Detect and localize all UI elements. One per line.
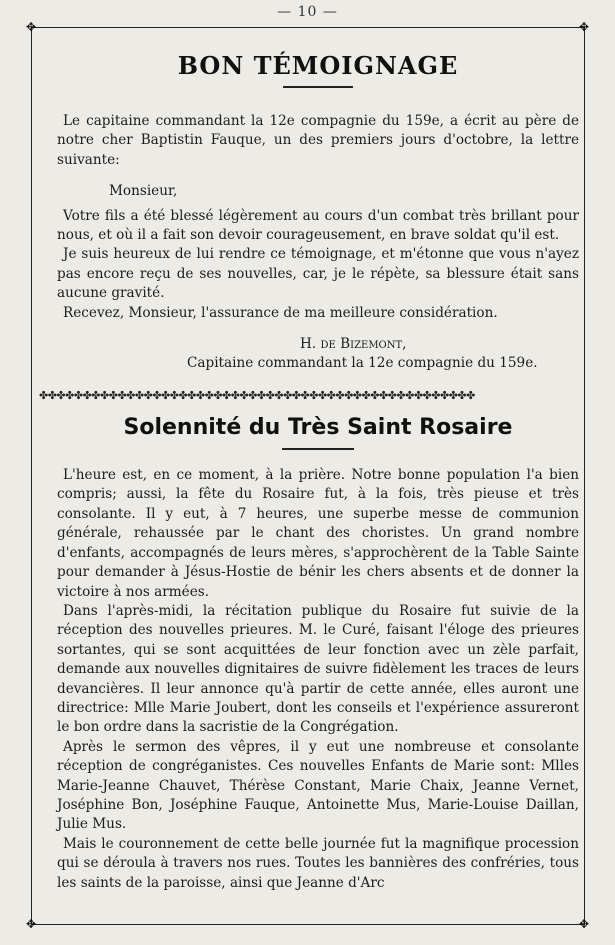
article-paragraph: Mais le couronnement de cette belle journée fut la magnifique procession qui se déroula à travers nos rues. Toutes les bannières des confréries, tous les saints de la paroisse, ainsi que Jeanne d'Arc — [57, 835, 579, 891]
corner-ornament-icon: ✥ — [25, 917, 37, 931]
letter-paragraph: Recevez, Monsieur, l'assurance de ma meilleure considération. — [63, 304, 498, 321]
article-paragraph: Après le sermon des vêpres, il y eut une nombreuse et consolante réception de congréganistes. Ces nouvelles Enfants de Marie sont: Mlles Marie-Jeanne Chauvet, Thérèse Constant, Marie Chaix, Jeanne Vernet, Joséphine Bon, Joséphine Fauque, Antoinette Mus, Marie-Louise Daillan, Julie Mus. — [57, 738, 579, 833]
signature-title: Capitaine commandant la 12e compagnie du 159e. — [187, 355, 538, 372]
letter-paragraph: Je suis heureux de lui rendre ce témoignage, et m'étonne que vous n'ayez pas encore reçu de ses nouvelles, car, je le répète, sa blessure était sans aucune gravité. — [57, 246, 579, 302]
section-title-bon-temoignage: BON TÉMOIGNAGE — [177, 51, 459, 80]
corner-ornament-icon: ✥ — [578, 917, 590, 931]
bottom-rule — [31, 924, 585, 925]
ornament-divider: ✤✤✤✤✤✤✤✤✤✤✤✤✤✤✤✤✤✤✤✤✤✤✤✤✤✤✤✤✤✤✤✤✤✤✤✤✤✤✤✤✤✤✤✤✤✤✤✤✤✤ — [39, 389, 475, 403]
letter-paragraph: Votre fils a été blessé légèrement au cours d'un combat très brillant pour nous, et où il a fait son devoir courageusement, en brave soldat qu'il est. — [57, 207, 579, 244]
page-number: — 10 — — [277, 4, 338, 20]
title-underline — [282, 448, 354, 450]
article-paragraph: Dans l'après-midi, la récitation publique du Rosaire fut suivie de la réception des nouvelles prieures. M. le Curé, faisant l'éloge des prieures sortantes, qui se sont acquittées de leur fonction avec un zèle parfait, demande aux nouvelles dignitaires de suivre fidèlement les traces de leurs devancières. Il leur annonce qu'à partir de cette année, elles auront une directrice: Mlle Marie Joubert, dont les conseils et l'expérience assureront le bon ordre dans la sacristie de la Congrégation. — [57, 602, 579, 736]
letter-intro: Le capitaine commandant la 12e compagnie du 159e, a écrit au père de notre cher Baptistin Fauque, un des premiers jours d'octobre, la lettre suivante: — [57, 113, 579, 168]
article-paragraph: L'heure est, en ce moment, à la prière. Notre bonne population l'a bien compris; aussi, la fête du Rosaire fut, à la fois, très pieuse et très consolante. Il y eut, à 7 heures, une superbe messe de communion générale, rehaussée par le chant des choristes. Un grand nombre d'enfants, accompagnés de leurs mères, s'approchèrent de la Table Sainte pour demander à Jésus-Hostie de bénir les chers absents et de donner la victoire à nos armées. — [57, 467, 579, 600]
signature-name: H. de Bizemont, — [300, 336, 407, 353]
corner-ornament-icon: ✥ — [578, 20, 590, 34]
top-rule — [31, 27, 585, 28]
article-content — [39, 42, 579, 893]
section-title-rosaire: Solennité du Très Saint Rosaire — [123, 415, 513, 441]
title-underline — [283, 86, 353, 88]
letter-salutation: Monsieur, — [109, 183, 178, 200]
corner-ornament-icon: ✥ — [25, 20, 37, 34]
